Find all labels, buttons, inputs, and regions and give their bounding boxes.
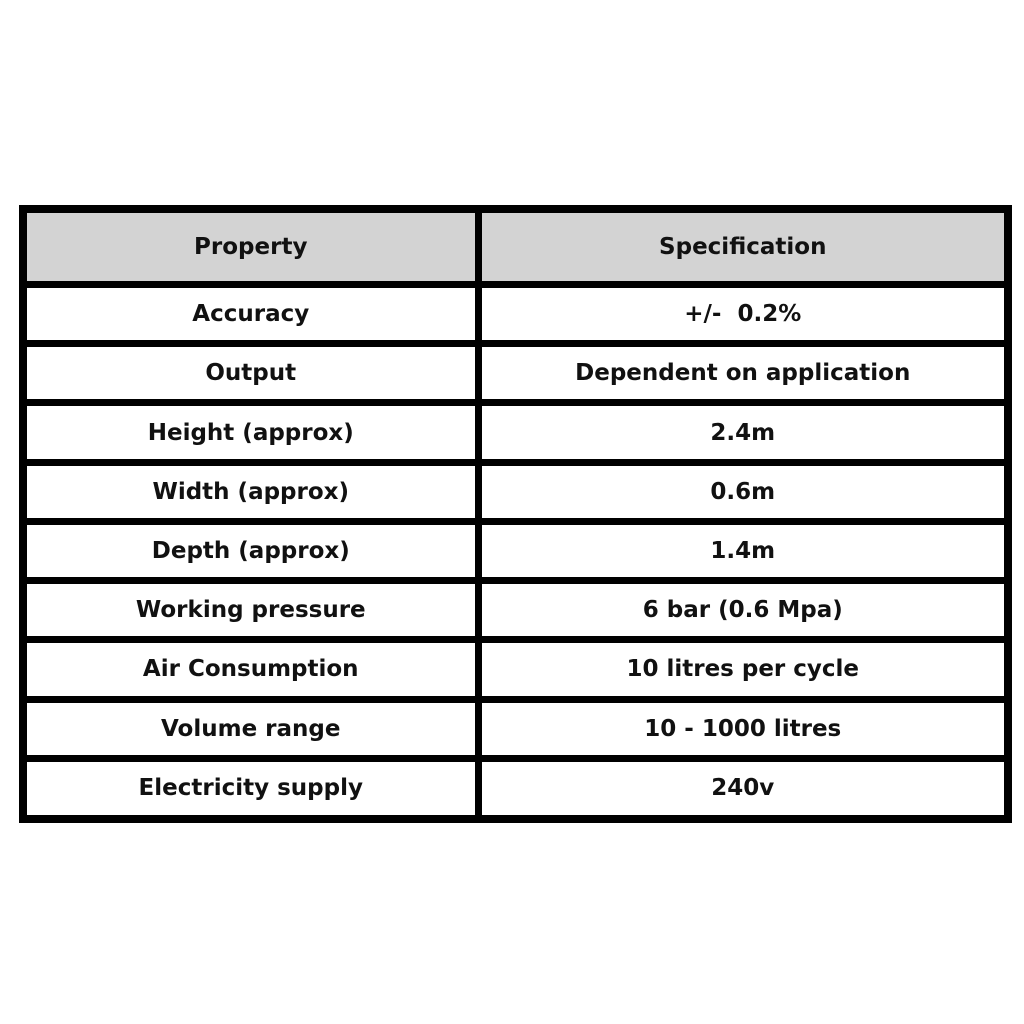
specification-cell: 2.4m [478, 403, 1008, 462]
specification-column-header: Specification [478, 209, 1008, 285]
table-row [23, 344, 1008, 403]
property-cell: Air Consumption [23, 640, 478, 699]
property-cell: Width (approx) [23, 462, 478, 521]
table-row [23, 462, 1008, 521]
specification-cell: 6 bar (0.6 Mpa) [478, 581, 1008, 640]
table-row [23, 699, 1008, 758]
table-row [23, 640, 1008, 699]
property-cell: Accuracy [23, 285, 478, 344]
specification-cell: 0.6m [478, 462, 1008, 521]
property-cell: Depth (approx) [23, 521, 478, 580]
property-cell: Working pressure [23, 581, 478, 640]
property-column-header: Property [23, 209, 478, 285]
table-row [23, 758, 1008, 819]
property-cell: Electricity supply [23, 758, 478, 819]
specification-table [19, 205, 1012, 823]
table-row [23, 403, 1008, 462]
specification-cell: 10 litres per cycle [478, 640, 1008, 699]
specification-cell: Dependent on application [478, 344, 1008, 403]
table-header [23, 209, 1008, 285]
table-row [23, 521, 1008, 580]
property-cell: Output [23, 344, 478, 403]
table-row [23, 581, 1008, 640]
specification-cell: 10 - 1000 litres [478, 699, 1008, 758]
specification-cell: +/- 0.2% [478, 285, 1008, 344]
table-body [23, 285, 1008, 820]
property-cell: Volume range [23, 699, 478, 758]
table-row [23, 285, 1008, 344]
header-row [23, 209, 1008, 285]
specification-cell: 1.4m [478, 521, 1008, 580]
property-cell: Height (approx) [23, 403, 478, 462]
specification-cell: 240v [478, 758, 1008, 819]
